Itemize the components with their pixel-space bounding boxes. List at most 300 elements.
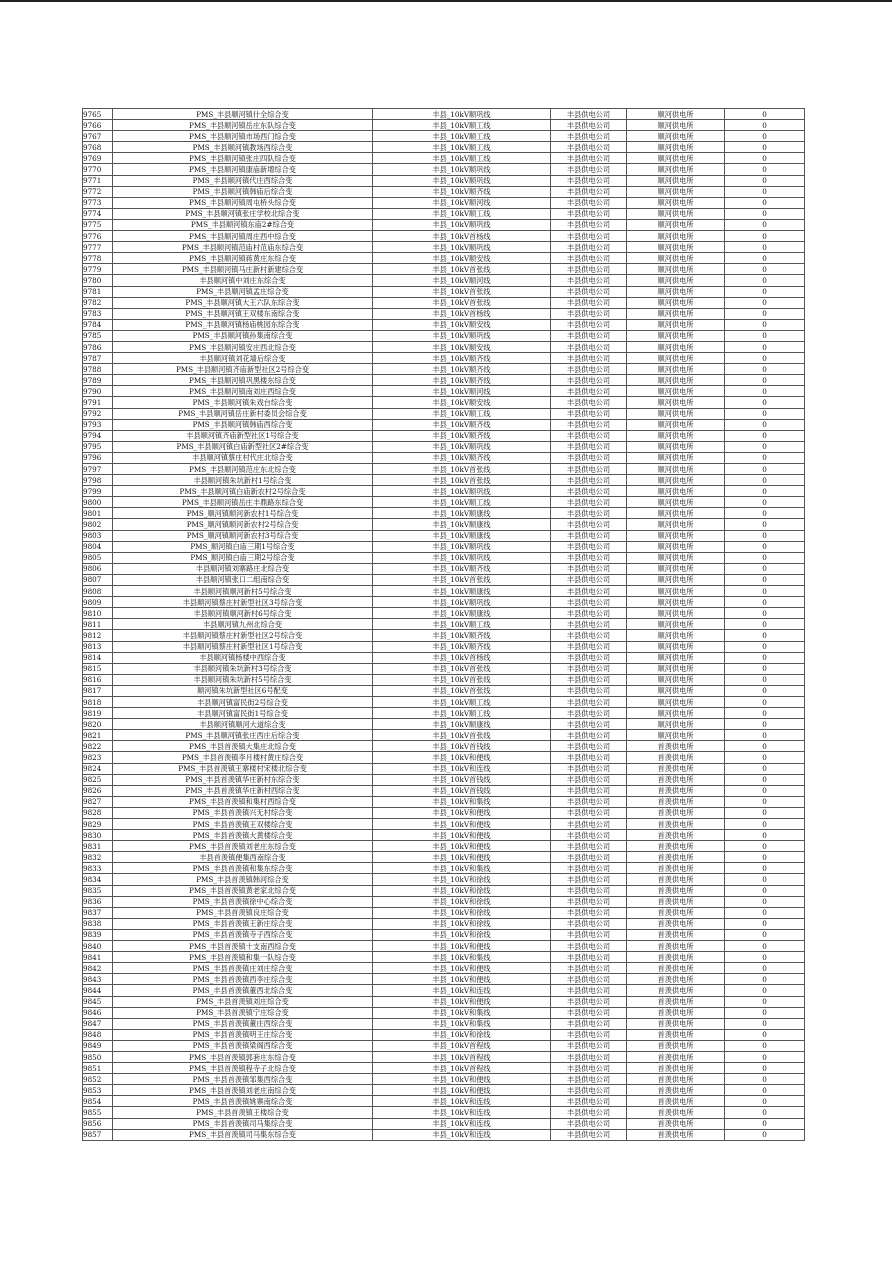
supply-station-cell: 顺河供电所 [627,341,725,352]
company-cell: 丰县供电公司 [551,308,627,319]
feeder-line-cell: 丰县_10kV和便线 [373,941,551,952]
table-row [83,164,805,175]
table-row [83,985,805,996]
feeder-line-cell: 丰县_10kV顺工线 [373,497,551,508]
row-number-cell: 9830 [83,830,113,841]
value-cell: 0 [725,1063,805,1074]
feeder-line-cell: 丰县_10kV和徐线 [373,918,551,929]
company-cell: 丰县供电公司 [551,408,627,419]
table-row [83,641,805,652]
feeder-line-cell: 丰县_10kV首杨线 [373,308,551,319]
row-number-cell: 9780 [83,275,113,286]
feeder-line-cell: 丰县_10kV顺工线 [373,120,551,131]
supply-station-cell: 顺河供电所 [627,563,725,574]
row-number-cell: 9774 [83,208,113,219]
transformer-name-cell: 丰县顺河镇富民街1号综合变 [113,708,373,719]
transformer-name-cell: PMS_丰县顺河镇东庙2#综合变 [113,219,373,230]
supply-station-cell: 顺河供电所 [627,330,725,341]
row-number-cell: 9801 [83,508,113,519]
table-body [83,109,805,1141]
supply-station-cell: 首羡供电所 [627,1029,725,1040]
company-cell: 丰县供电公司 [551,364,627,375]
page-top-border [0,0,892,2]
supply-station-cell: 首羡供电所 [627,752,725,763]
row-number-cell: 9800 [83,497,113,508]
transformer-name-cell: 丰县顺河镇张口二组南综合变 [113,574,373,585]
transformer-name-cell: PMS_丰县顺河镇孙集南综合变 [113,330,373,341]
table-row [83,1029,805,1040]
company-cell: 丰县供电公司 [551,696,627,707]
value-cell: 0 [725,663,805,674]
supply-station-cell: 首羡供电所 [627,1018,725,1029]
table-row [83,541,805,552]
feeder-line-cell: 丰县_10kV顺工线 [373,153,551,164]
transformer-name-cell: PMS_丰县顺河镇什全综合变 [113,109,373,120]
value-cell: 0 [725,852,805,863]
table-row [83,286,805,297]
row-number-cell: 9790 [83,386,113,397]
value-cell: 0 [725,674,805,685]
company-cell: 丰县供电公司 [551,1007,627,1018]
transformer-name-cell: PMS_丰县首羡镇西李庄综合变 [113,974,373,985]
company-cell: 丰县供电公司 [551,1018,627,1029]
row-number-cell: 9855 [83,1107,113,1118]
value-cell: 0 [725,885,805,896]
supply-station-cell: 首羡供电所 [627,774,725,785]
table-row [83,763,805,774]
value-cell: 0 [725,1074,805,1085]
value-cell: 0 [725,231,805,242]
value-cell: 0 [725,586,805,597]
table-row [83,929,805,940]
transformer-name-cell: PMS_丰县首羡镇庄刘庄综合变 [113,963,373,974]
company-cell: 丰县供电公司 [551,297,627,308]
transformer-name-cell: PMS_丰县顺河镇蒋黄庄东综合变 [113,253,373,264]
feeder-line-cell: 丰县_10kV顺康线 [373,508,551,519]
row-number-cell: 9827 [83,796,113,807]
transformer-name-cell: PMS_丰县顺河镇代庄西综合变 [113,175,373,186]
value-cell: 0 [725,486,805,497]
table-row [83,275,805,286]
table-row [83,1107,805,1118]
company-cell: 丰县供电公司 [551,896,627,907]
table-row [83,208,805,219]
table-row [83,1074,805,1085]
row-number-cell: 9795 [83,441,113,452]
transformer-name-cell: 丰县顺河镇朱坑新村5号综合变 [113,674,373,685]
transformer-name-cell: PMS_丰县顺河镇韩庙西综合变 [113,419,373,430]
supply-station-cell: 顺河供电所 [627,719,725,730]
row-number-cell: 9849 [83,1040,113,1051]
transformer-name-cell: PMS_顺河镇白庙三期1号综合变 [113,541,373,552]
value-cell: 0 [725,497,805,508]
row-number-cell: 9853 [83,1085,113,1096]
company-cell: 丰县供电公司 [551,1096,627,1107]
feeder-line-cell: 丰县_10kV顺巩线 [373,109,551,120]
value-cell: 0 [725,275,805,286]
company-cell: 丰县供电公司 [551,386,627,397]
company-cell: 丰县供电公司 [551,1063,627,1074]
company-cell: 丰县供电公司 [551,486,627,497]
company-cell: 丰县供电公司 [551,674,627,685]
transformer-name-cell: 丰县顺河镇蔡庄村代庄北综合变 [113,452,373,463]
row-number-cell: 9767 [83,131,113,142]
table-row [83,896,805,907]
supply-station-cell: 顺河供电所 [627,419,725,430]
supply-station-cell: 首羡供电所 [627,963,725,974]
row-number-cell: 9770 [83,164,113,175]
company-cell: 丰县供电公司 [551,175,627,186]
transformer-name-cell: PMS_丰县顺河镇韩庙后综合变 [113,186,373,197]
transformer-name-cell: PMS_丰县首羡镇司马集东综合变 [113,1129,373,1140]
feeder-line-cell: 丰县_10kV顺巩线 [373,175,551,186]
value-cell: 0 [725,164,805,175]
row-number-cell: 9792 [83,408,113,419]
row-number-cell: 9783 [83,308,113,319]
supply-station-cell: 首羡供电所 [627,996,725,1007]
row-number-cell: 9834 [83,874,113,885]
transformer-name-cell: PMS_丰县顺河镇市场西门综合变 [113,131,373,142]
row-number-cell: 9803 [83,530,113,541]
feeder-line-cell: 丰县_10kV和徐线 [373,874,551,885]
feeder-line-cell: 丰县_10kV和连线 [373,1096,551,1107]
transformer-name-cell: PMS_丰县首羡镇韩河综合变 [113,874,373,885]
supply-station-cell: 首羡供电所 [627,929,725,940]
row-number-cell: 9842 [83,963,113,974]
company-cell: 丰县供电公司 [551,619,627,630]
table-row [83,685,805,696]
row-number-cell: 9829 [83,819,113,830]
supply-station-cell: 首羡供电所 [627,907,725,918]
transformer-name-cell: 丰县顺河镇顺河新村5号综合变 [113,586,373,597]
row-number-cell: 9796 [83,452,113,463]
feeder-line-cell: 丰县_10kV顺康线 [373,519,551,530]
table-row [83,674,805,685]
supply-station-cell: 顺河供电所 [627,475,725,486]
row-number-cell: 9812 [83,630,113,641]
company-cell: 丰县供电公司 [551,807,627,818]
supply-station-cell: 顺河供电所 [627,264,725,275]
company-cell: 丰县供电公司 [551,164,627,175]
feeder-line-cell: 丰县_10kV顺巩线 [373,441,551,452]
value-cell: 0 [725,364,805,375]
supply-station-cell: 顺河供电所 [627,430,725,441]
supply-station-cell: 顺河供电所 [627,530,725,541]
table-row [83,574,805,585]
value-cell: 0 [725,419,805,430]
company-cell: 丰县供电公司 [551,730,627,741]
value-cell: 0 [725,519,805,530]
transformer-name-cell: PMS_顺河镇顺河新农村3号综合变 [113,530,373,541]
feeder-line-cell: 丰县_10kV顺齐线 [373,375,551,386]
supply-station-cell: 顺河供电所 [627,109,725,120]
transformer-name-cell: 丰县顺河镇齐庙新型社区1号综合变 [113,430,373,441]
value-cell: 0 [725,796,805,807]
supply-station-cell: 顺河供电所 [627,164,725,175]
supply-station-cell: 首羡供电所 [627,918,725,929]
company-cell: 丰县供电公司 [551,663,627,674]
feeder-line-cell: 丰县_10kV首张线 [373,663,551,674]
value-cell: 0 [725,996,805,1007]
row-number-cell: 9806 [83,563,113,574]
feeder-line-cell: 丰县_10kV和连线 [373,1129,551,1140]
value-cell: 0 [725,641,805,652]
transformer-name-cell: PMS_丰县顺河镇南刘庄西综合变 [113,386,373,397]
feeder-line-cell: 丰县_10kV和连线 [373,985,551,996]
supply-station-cell: 首羡供电所 [627,852,725,863]
company-cell: 丰县供电公司 [551,885,627,896]
supply-station-cell: 首羡供电所 [627,1096,725,1107]
value-cell: 0 [725,574,805,585]
company-cell: 丰县供电公司 [551,641,627,652]
feeder-line-cell: 丰县_10kV首杨线 [373,231,551,242]
supply-station-cell: 顺河供电所 [627,186,725,197]
company-cell: 丰县供电公司 [551,319,627,330]
row-number-cell: 9813 [83,641,113,652]
table-row [83,719,805,730]
transformer-name-cell: PMS_丰县首羡镇刘老庄南综合变 [113,1085,373,1096]
value-cell: 0 [725,530,805,541]
table-row [83,508,805,519]
row-number-cell: 9811 [83,619,113,630]
row-number-cell: 9786 [83,341,113,352]
feeder-line-cell: 丰县_10kV和便线 [373,1074,551,1085]
value-cell: 0 [725,464,805,475]
value-cell: 0 [725,341,805,352]
company-cell: 丰县供电公司 [551,563,627,574]
transformer-name-cell: PMS_丰县首羡镇王双楼综合变 [113,819,373,830]
value-cell: 0 [725,242,805,253]
value-cell: 0 [725,286,805,297]
feeder-line-cell: 丰县_10kV和便线 [373,852,551,863]
value-cell: 0 [725,1085,805,1096]
feeder-line-cell: 丰县_10kV首张线 [373,685,551,696]
row-number-cell: 9816 [83,674,113,685]
row-number-cell: 9819 [83,708,113,719]
feeder-line-cell: 丰县_10kV和连线 [373,1118,551,1129]
feeder-line-cell: 丰县_10kV和便线 [373,974,551,985]
transformer-table [82,108,805,1141]
row-number-cell: 9833 [83,863,113,874]
table-row [83,231,805,242]
feeder-line-cell: 丰县_10kV顺巩线 [373,541,551,552]
table-row [83,441,805,452]
transformer-name-cell: PMS_丰县首羡镇和集一队综合变 [113,952,373,963]
row-number-cell: 9789 [83,375,113,386]
transformer-name-cell: PMS_丰县首羡镇董庄西综合变 [113,1018,373,1029]
transformer-name-cell: PMS_丰县首羡镇良庄综合变 [113,907,373,918]
table-row [83,563,805,574]
table-row [83,242,805,253]
transformer-name-cell: PMS_丰县首羡镇王新庄综合变 [113,918,373,929]
transformer-name-cell: 丰县顺河镇九州北综合变 [113,619,373,630]
row-number-cell: 9808 [83,586,113,597]
table-row [83,308,805,319]
transformer-name-cell: PMS_丰县顺河镇范庙村范庙东综合变 [113,242,373,253]
table-row [83,1063,805,1074]
company-cell: 丰县供电公司 [551,774,627,785]
row-number-cell: 9836 [83,896,113,907]
value-cell: 0 [725,120,805,131]
value-cell: 0 [725,175,805,186]
company-cell: 丰县供电公司 [551,574,627,585]
transformer-name-cell: PMS_丰县顺河镇孟庄综合变 [113,286,373,297]
table-row [83,419,805,430]
transformer-name-cell: PMS_丰县顺河镇岳庄新村委员会综合变 [113,408,373,419]
transformer-name-cell: PMS_丰县首羡镇和集村西综合变 [113,796,373,807]
supply-station-cell: 首羡供电所 [627,796,725,807]
table-row [83,907,805,918]
transformer-name-cell: PMS_丰县首羡镇和集东综合变 [113,863,373,874]
supply-station-cell: 首羡供电所 [627,807,725,818]
feeder-line-cell: 丰县_10kV顺安线 [373,253,551,264]
feeder-line-cell: 丰县_10kV首张线 [373,730,551,741]
table-row [83,918,805,929]
row-number-cell: 9847 [83,1018,113,1029]
table-row [83,353,805,364]
supply-station-cell: 首羡供电所 [627,841,725,852]
value-cell: 0 [725,1051,805,1062]
supply-station-cell: 首羡供电所 [627,974,725,985]
row-number-cell: 9778 [83,253,113,264]
transformer-name-cell: PMS_丰县首羡镇姚寨南综合变 [113,1096,373,1107]
feeder-line-cell: 丰县_10kV顺河线 [373,386,551,397]
value-cell: 0 [725,386,805,397]
supply-station-cell: 首羡供电所 [627,1040,725,1051]
transformer-name-cell: 丰县顺河镇朱坑新村1号综合变 [113,475,373,486]
company-cell: 丰县供电公司 [551,464,627,475]
row-number-cell: 9818 [83,696,113,707]
company-cell: 丰县供电公司 [551,996,627,1007]
company-cell: 丰县供电公司 [551,275,627,286]
company-cell: 丰县供电公司 [551,597,627,608]
value-cell: 0 [725,153,805,164]
company-cell: 丰县供电公司 [551,375,627,386]
company-cell: 丰县供电公司 [551,552,627,563]
row-number-cell: 9843 [83,974,113,985]
transformer-name-cell: 丰县顺河镇蔡庄村新型社区2号综合变 [113,630,373,641]
company-cell: 丰县供电公司 [551,874,627,885]
feeder-line-cell: 丰县_10kV顺河线 [373,197,551,208]
value-cell: 0 [725,952,805,963]
table-row [83,785,805,796]
value-cell: 0 [725,1029,805,1040]
supply-station-cell: 顺河供电所 [627,308,725,319]
supply-station-cell: 首羡供电所 [627,863,725,874]
feeder-line-cell: 丰县_10kV和便线 [373,996,551,1007]
feeder-line-cell: 丰县_10kV和便线 [373,963,551,974]
transformer-name-cell: PMS_丰县首羡镇兴无村综合变 [113,807,373,818]
value-cell: 0 [725,541,805,552]
company-cell: 丰县供电公司 [551,630,627,641]
table-row [83,597,805,608]
supply-station-cell: 顺河供电所 [627,708,725,719]
feeder-line-cell: 丰县_10kV顺安线 [373,341,551,352]
row-number-cell: 9809 [83,597,113,608]
transformer-name-cell: PMS_丰县顺河镇大王六队东综合变 [113,297,373,308]
supply-station-cell: 顺河供电所 [627,486,725,497]
transformer-name-cell: PMS_丰县顺河镇康庙新增综合变 [113,164,373,175]
feeder-line-cell: 丰县_10kV顺巩线 [373,219,551,230]
value-cell: 0 [725,841,805,852]
company-cell: 丰县供电公司 [551,452,627,463]
feeder-line-cell: 丰县_10kV顺工线 [373,619,551,630]
company-cell: 丰县供电公司 [551,929,627,940]
table-row [83,652,805,663]
supply-station-cell: 首羡供电所 [627,1007,725,1018]
feeder-line-cell: 丰县_10kV和集线 [373,1007,551,1018]
table-row [83,1096,805,1107]
supply-station-cell: 顺河供电所 [627,286,725,297]
value-cell: 0 [725,963,805,974]
row-number-cell: 9773 [83,197,113,208]
feeder-line-cell: 丰县_10kV顺齐线 [373,630,551,641]
transformer-name-cell: PMS_丰县首羡镇华庄新村东综合变 [113,774,373,785]
feeder-line-cell: 丰县_10kV首钱线 [373,741,551,752]
transformer-name-cell: 丰县顺河镇蔡庄村新型社区1号综合变 [113,641,373,652]
feeder-line-cell: 丰县_10kV和徐线 [373,907,551,918]
supply-station-cell: 首羡供电所 [627,785,725,796]
value-cell: 0 [725,441,805,452]
row-number-cell: 9772 [83,186,113,197]
transformer-name-cell: PMS_丰县顺河镇巩黑楼东综合变 [113,375,373,386]
supply-station-cell: 顺河供电所 [627,608,725,619]
feeder-line-cell: 丰县_10kV顺工线 [373,142,551,153]
company-cell: 丰县供电公司 [551,830,627,841]
supply-station-cell: 首羡供电所 [627,741,725,752]
supply-station-cell: 顺河供电所 [627,275,725,286]
transformer-name-cell: PMS_丰县首羡镇寺子西综合变 [113,929,373,940]
table-row [83,219,805,230]
transformer-name-cell: PMS_丰县首羡镇大黄楼综合变 [113,830,373,841]
company-cell: 丰县供电公司 [551,985,627,996]
company-cell: 丰县供电公司 [551,519,627,530]
supply-station-cell: 顺河供电所 [627,153,725,164]
value-cell: 0 [725,408,805,419]
company-cell: 丰县供电公司 [551,142,627,153]
transformer-name-cell: PMS_丰县首羡镇王寨楼村宋楼北综合变 [113,763,373,774]
row-number-cell: 9781 [83,286,113,297]
company-cell: 丰县供电公司 [551,530,627,541]
supply-station-cell: 顺河供电所 [627,364,725,375]
value-cell: 0 [725,253,805,264]
table-row [83,1129,805,1140]
feeder-line-cell: 丰县_10kV和连线 [373,1107,551,1118]
transformer-name-cell: 丰县首羡镇便集西南综合变 [113,852,373,863]
value-cell: 0 [725,807,805,818]
table-row [83,1051,805,1062]
company-cell: 丰县供电公司 [551,397,627,408]
value-cell: 0 [725,785,805,796]
feeder-line-cell: 丰县_10kV顺巩线 [373,164,551,175]
row-number-cell: 9820 [83,719,113,730]
table-row [83,197,805,208]
row-number-cell: 9815 [83,663,113,674]
feeder-line-cell: 丰县_10kV首杨线 [373,652,551,663]
supply-station-cell: 顺河供电所 [627,663,725,674]
table-row [83,430,805,441]
row-number-cell: 9787 [83,353,113,364]
supply-station-cell: 首羡供电所 [627,874,725,885]
supply-station-cell: 顺河供电所 [627,242,725,253]
table-row [83,486,805,497]
row-number-cell: 9856 [83,1118,113,1129]
supply-station-cell: 首羡供电所 [627,1051,725,1062]
company-cell: 丰县供电公司 [551,1051,627,1062]
row-number-cell: 9821 [83,730,113,741]
supply-station-cell: 顺河供电所 [627,541,725,552]
supply-station-cell: 顺河供电所 [627,175,725,186]
